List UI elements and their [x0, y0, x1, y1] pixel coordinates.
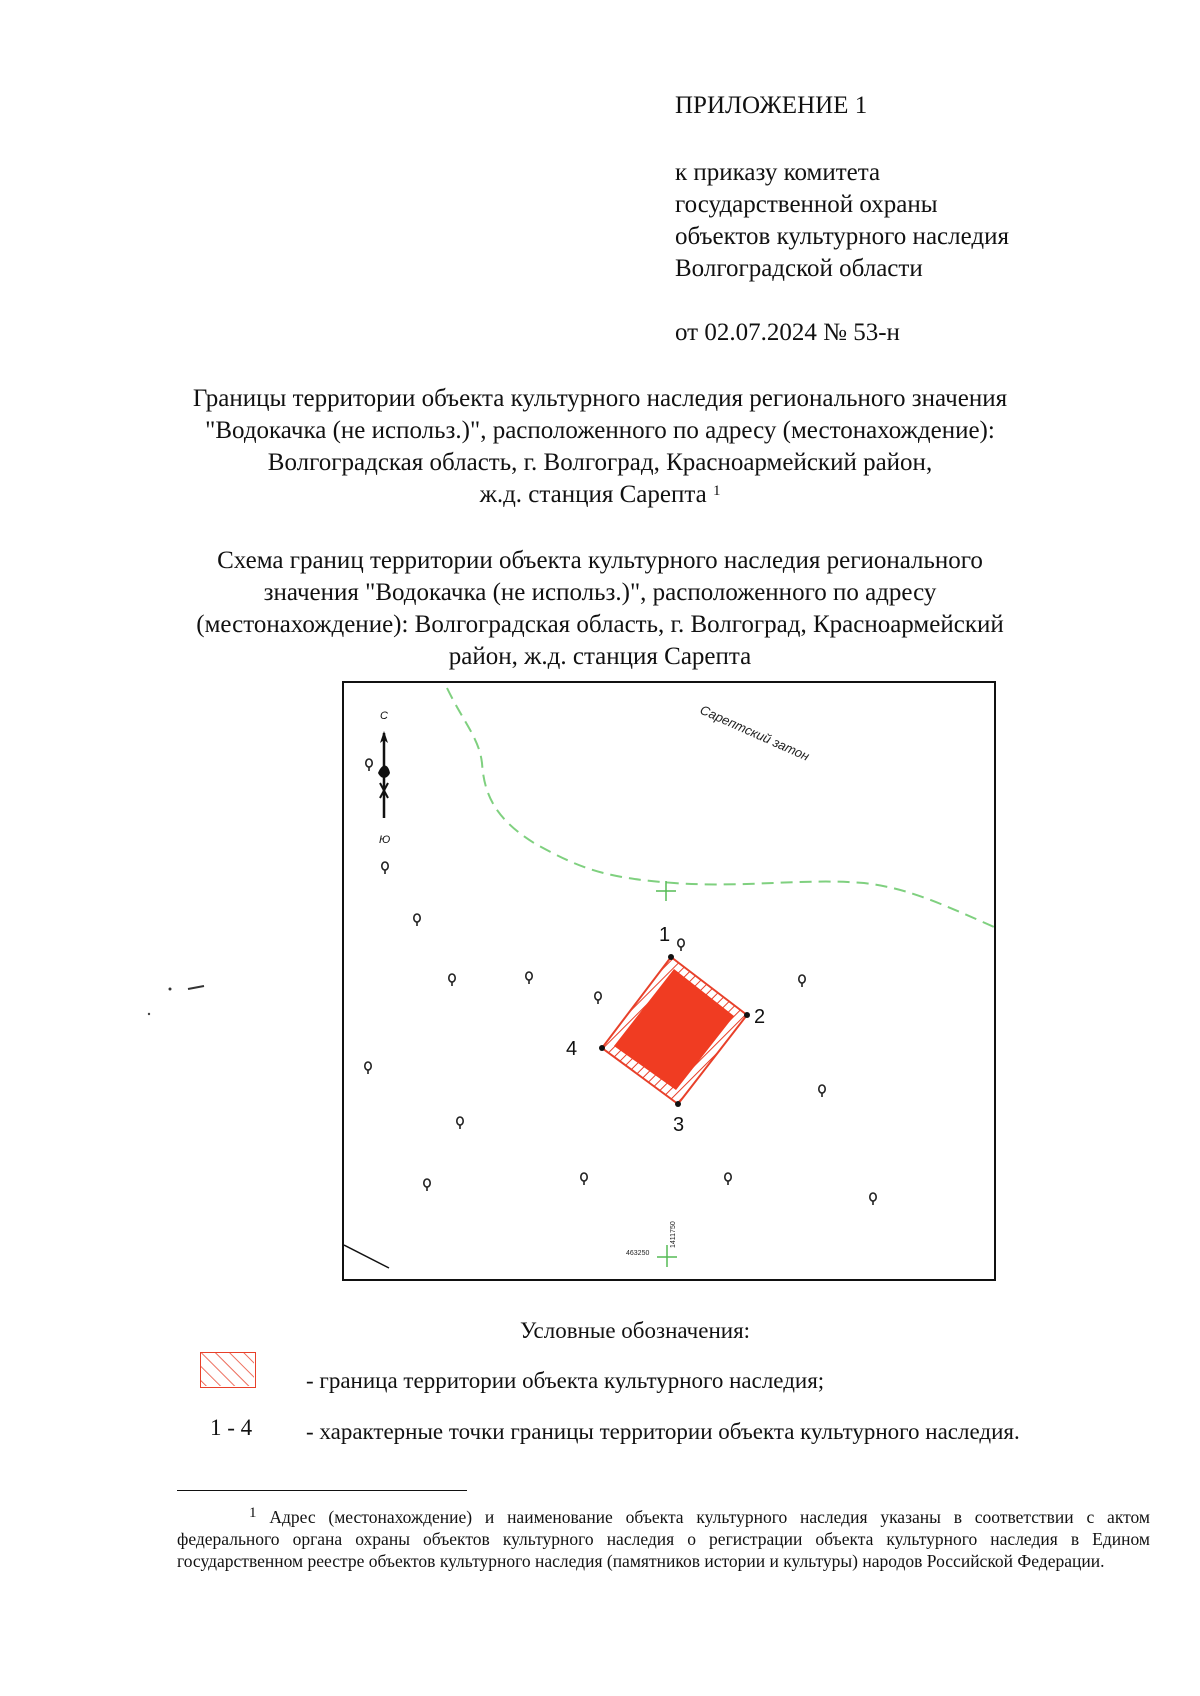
title-line-4 — [160, 479, 1040, 511]
title-line-3: Волгоградская область, г. Волгоград, Красноармейский район, — [267, 449, 933, 476]
scan-artifact — [160, 975, 210, 1005]
footnote — [177, 1506, 1150, 1572]
title-line-4-text: ж.д. станция Сарепта — [479, 481, 707, 508]
scan-artifact-dot — [145, 1010, 155, 1020]
legend-boundary-text: - граница территории объекта культурного наследия; — [306, 1368, 825, 1393]
heritage-boundary-fill — [614, 969, 734, 1090]
order-reference-line-1: к приказу комитета — [675, 159, 881, 186]
scheme-title-line-2: значения "Водокачка (не использ.)", расположенного по адресу — [263, 579, 937, 606]
north-arrow-icon — [378, 731, 390, 818]
grid-label-x: 463250 — [626, 1250, 650, 1257]
footnote-marker: 1 — [249, 1505, 257, 1521]
map-canvas — [344, 683, 994, 1279]
scheme-title-line-1: Схема границ территории объекта культурного наследия регионального — [217, 547, 983, 574]
title-footnote-ref: 1 — [712, 483, 721, 499]
footnote-text: Адрес (местонахождение) и наименование объекта культурного наследия указаны в соответствии с актом федерального органа охраны объектов культурного наследия о регистрации объекта культурного наследия в Едином государственном реестре объектов культурного наследия (памятников истории и культуры) народов Российской Федерации. — [177, 1507, 1151, 1571]
appendix-label: ПРИЛОЖЕНИЕ 1 — [675, 92, 868, 119]
boundary-point-4-label: 4 — [566, 1038, 578, 1060]
boundary-point-2-label: 2 — [754, 1006, 766, 1028]
boundary-point-3-label: 3 — [673, 1114, 685, 1136]
title-line-1: Границы территории объекта культурного наследия регионального значения — [192, 385, 1008, 412]
legend-points-symbol: 1 - 4 — [210, 1415, 253, 1440]
boundary-point-1-label: 1 — [659, 924, 671, 946]
legend-points-text: - характерные точки границы территории объекта культурного наследия. — [306, 1419, 1020, 1444]
south-letter: Ю — [379, 834, 391, 846]
grid-cross-top — [656, 881, 676, 901]
scheme-title-line-4: район, ж.д. станция Сарепта — [448, 643, 752, 670]
water-body-label: Сарептский затон — [697, 702, 812, 764]
legend-title: Условные обозначения: — [520, 1318, 751, 1343]
north-letter: С — [380, 710, 388, 722]
title-line-2: "Водокачка (не использ.)", расположенного по адресу (местонахождение): — [205, 417, 995, 444]
order-date-number: от 02.07.2024 № 53-н — [675, 319, 900, 346]
hatch-swatch-icon — [201, 1353, 254, 1386]
tree-markers — [365, 759, 876, 1205]
boundary-scheme-map — [342, 681, 996, 1281]
scheme-title-line-3: (местонахождение): Волгоградская область, г. Волгоград, Красноармейский — [196, 611, 1004, 638]
railway-corner-line — [344, 1245, 389, 1268]
order-reference-line-4: Волгоградской области — [675, 255, 923, 282]
order-reference-line-2: государственной охраны — [675, 191, 938, 218]
grid-label-y: 1411750 — [670, 1221, 677, 1248]
legend-boundary-swatch — [200, 1352, 256, 1388]
footnote-separator — [177, 1490, 467, 1491]
order-reference-line-3: объектов культурного наследия — [675, 223, 1009, 250]
